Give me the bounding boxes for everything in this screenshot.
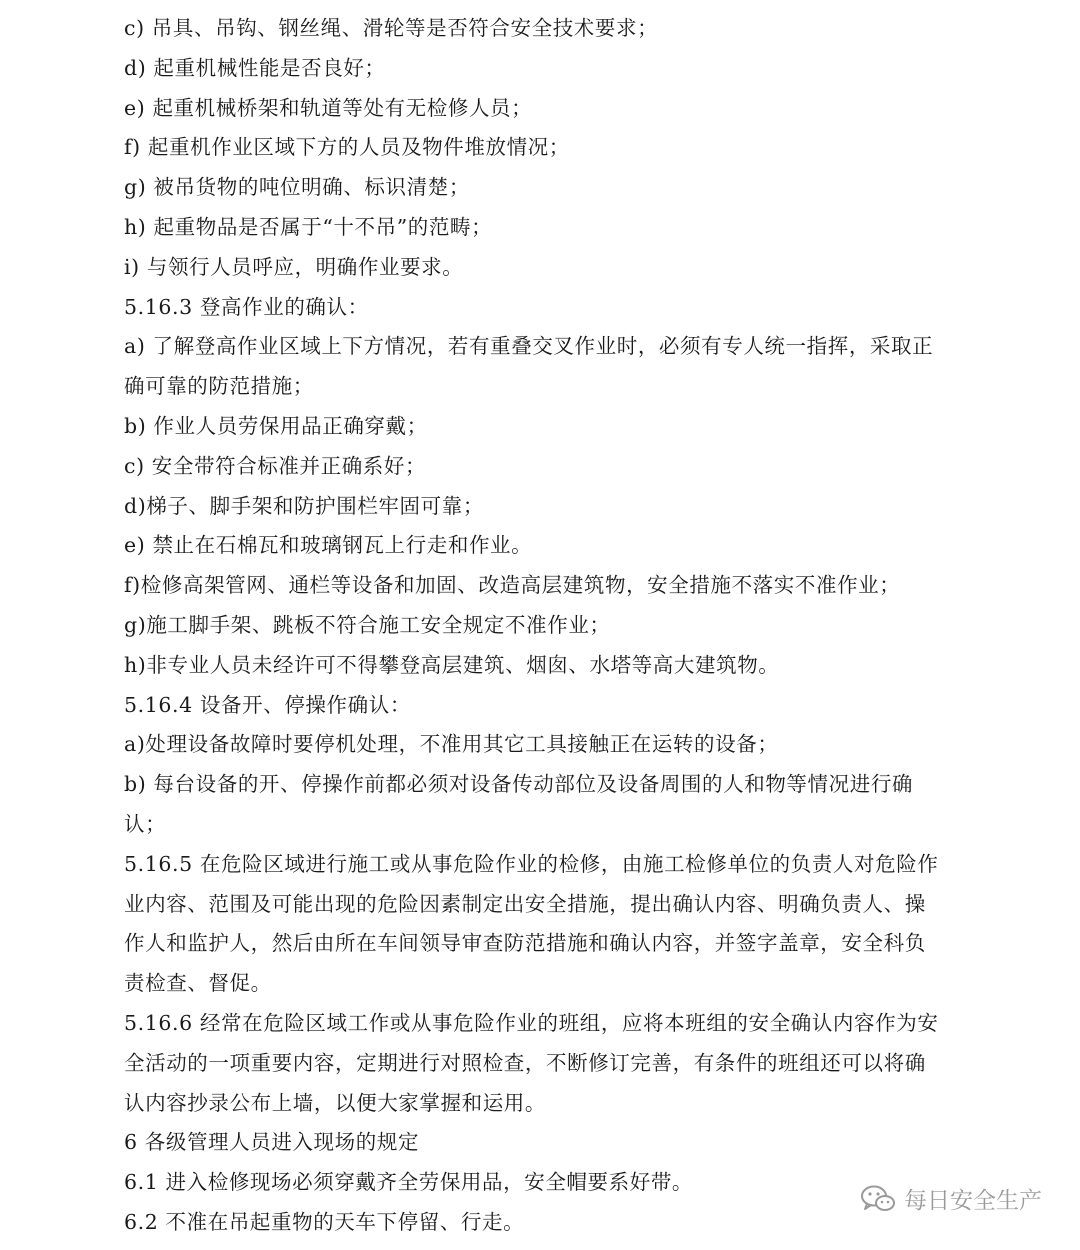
text-line: 认；: [124, 811, 167, 836]
text-line: c) 吊具、吊钩、钢丝绳、滑轮等是否符合安全技术要求；: [124, 16, 659, 40]
text-line: h)非专业人员未经许可不得攀登高层建筑、烟囱、水塔等高大建筑物。: [124, 652, 780, 677]
text-line: c) 安全带符合标准并正确系好；: [124, 453, 427, 478]
text-line: e) 起重机械桥架和轨道等处有无检修人员；: [124, 95, 533, 120]
text-line: b) 作业人员劳保用品正确穿戴；: [124, 413, 428, 438]
watermark: [860, 1182, 1042, 1215]
watermark-text: 每日安全生产: [904, 1188, 1042, 1214]
text-line: g)施工脚手架、跳板不符合施工安全规定不准作业；: [124, 612, 611, 637]
section-heading: 6 各级管理人员进入现场的规定: [124, 1130, 420, 1155]
text-line: b) 每台设备的开、停操作前都必须对设备传动部位及设备周围的人和物等情况进行确: [124, 772, 914, 797]
text-line: e) 禁止在石棉瓦和玻璃钢瓦上行走和作业。: [124, 533, 533, 558]
text-line: a)处理设备故障时要停机处理，不准用其它工具接触正在运转的设备；: [124, 732, 779, 757]
text-line: f) 起重机作业区域下方的人员及物件堆放情况；: [124, 135, 570, 160]
text-line: 业内容、范围及可能出现的危险因素制定出安全措施，提出确认内容、明确负责人、操: [124, 891, 926, 916]
text-line: d) 起重机械性能是否良好；: [124, 55, 386, 80]
text-line: 确可靠的防范措施；: [124, 374, 314, 399]
text-line: 作人和监护人，然后由所在车间领导审查防范措施和确认内容，并签字盖章，安全科负: [124, 931, 926, 956]
text-line: f)检修高架管网、通栏等设备和加固、改造高层建筑物，安全措施不落实不准作业；: [124, 573, 901, 598]
text-line: d)梯子、脚手架和防护围栏牢固可靠；: [124, 493, 484, 518]
section-heading: 5.16.4 设备开、停操作确认：: [124, 692, 411, 717]
text-line: 6.1 进入检修现场必须穿戴齐全劳保用品，安全帽要系好带。: [124, 1170, 694, 1195]
text-line: 认内容抄录公布上墙，以便大家掌握和运用。: [124, 1090, 546, 1115]
section-heading: 5.16.5 在危险区域进行施工或从事危险作业的检修，由施工检修单位的负责人对危险作: [124, 851, 939, 876]
text-line: 6.2 不准在吊起重物的天车下停留、行走。: [124, 1209, 525, 1234]
section-heading: 5.16.6 经常在危险区域工作或从事危险作业的班组，应将本班组的安全确认内容作为安: [124, 1010, 939, 1035]
text-line: i) 与领行人员呼应，明确作业要求。: [124, 254, 464, 279]
wechat-icon: [860, 1184, 896, 1214]
text-line: 责检查、督促。: [124, 971, 272, 996]
section-heading: 5.16.3 登高作业的确认：: [124, 294, 369, 319]
text-line: h) 起重物品是否属于“十不吊”的范畴；: [124, 214, 493, 239]
text-line: 全活动的一项重要内容，定期进行对照检查，不断修订完善，有条件的班组还可以将确: [124, 1050, 926, 1075]
document-body: [124, 9, 954, 1243]
text-line: g) 被吊货物的吨位明确、标识清楚；: [124, 175, 470, 200]
text-line: a) 了解登高作业区域上下方情况，若有重叠交叉作业时，必须有专人统一指挥，采取正: [124, 334, 934, 359]
